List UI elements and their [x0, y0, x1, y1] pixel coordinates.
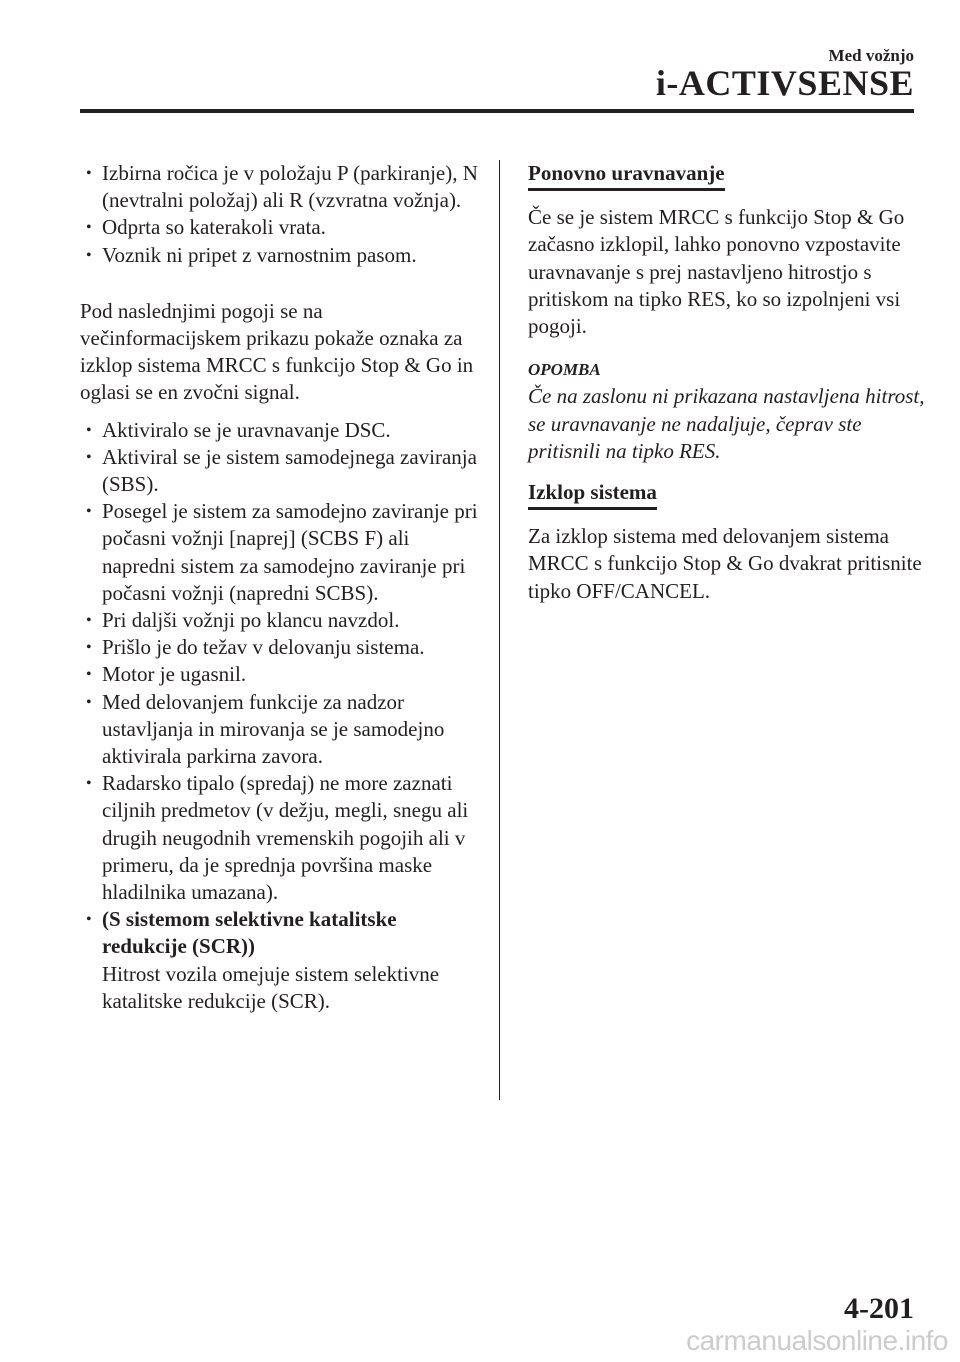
resume-paragraph: Če se je sistem MRCC s funkcijo Stop & Go začasno izklopil, lahko ponovno vzpostavite uravnavanje s prej nastavljeno hitrostjo s pritiskom na tipko RES, ko so izpolnjeni vsi pogoji.	[528, 205, 905, 339]
chapter-title: i-ACTIVSENSE	[655, 63, 914, 103]
watermark: carmanualsonline.info	[686, 1325, 948, 1356]
left-column	[80, 160, 480, 1015]
list-item: • Izbirna ročica je v položaju P (parkiranje), N (nevtralni položaj) ali R (vzvratna vožnja).	[86, 161, 478, 213]
resume-heading: Ponovno uravnavanje	[528, 160, 725, 191]
list-item: • Prišlo je do težav v delovanju sistema.	[86, 635, 425, 660]
list-item: • Voznik ni pripet z varnostnim pasom.	[86, 242, 417, 267]
column-divider	[499, 160, 500, 1100]
list-item: • Posegel je sistem za samodejno zaviranje pri počasni vožnji [naprej] (SCBS F) ali napredni sistem za samodejno zaviranje pri počasni vožnji (napredni SCBS).	[86, 499, 478, 605]
list-item: • Pri daljši vožnji po klancu navzdol.	[86, 608, 400, 633]
intro-paragraph: Pod naslednjimi pogoji se na večinformacijskem prikazu pokaže oznaka za izklop sistema MRCC s funkcijo Stop & Go in oglasi se en zvočni signal.	[80, 298, 474, 405]
list-item: • Aktiviralo se je uravnavanje DSC.	[86, 417, 391, 442]
list-item: • Aktiviral se je sistem samodejnega zaviranja (SBS).	[86, 444, 477, 497]
off-heading: Izklop sistema	[528, 479, 657, 510]
list-item: • Med delovanjem funkcije za nadzor ustavljanja in mirovanja se je samodejno aktivirala parkirna zavora.	[86, 689, 445, 769]
list-item: • Motor je ugasnil.	[86, 662, 247, 687]
note-title: OPOMBA	[528, 360, 601, 380]
off-paragraph: Za izklop sistema med delovanjem sistema MRCC s funkcijo Stop & Go dvakrat pritisnite tipko OFF/CANCEL.	[528, 524, 922, 603]
conditions-list-2	[80, 417, 480, 1015]
note-body: Če na zaslonu ni prikazana nastavljena hitrost, se uravnavanje ne nadaljuje, čeprav ste pritisnili na tipko RES.	[528, 384, 925, 463]
section-label: Med vožnjo	[828, 46, 914, 65]
right-column	[528, 160, 928, 605]
list-item: • Radarsko tipalo (spredaj) ne more zaznati ciljnih predmetov (v dežju, megli, snegu ali drugih neugodnih vremenskih pogojih ali v primeru, da je sprednja površina maske hladilnika umazana).	[86, 771, 469, 905]
list-item: • (S sistemom selektivne katalitske redukcije (SCR)) Hitrost vozila omejuje sistem selektivne katalitske redukcije (SCR).	[86, 907, 440, 1013]
list-item: • Odprta so katerakoli vrata.	[86, 215, 326, 240]
page-number: 4-201	[844, 1292, 914, 1325]
conditions-list-1	[80, 160, 480, 269]
header-rule	[80, 109, 914, 113]
scr-heading: (S sistemom selektivne katalitske redukcije (SCR))	[102, 907, 397, 959]
scr-text: Hitrost vozila omejuje sistem selektivne katalitske redukcije (SCR).	[102, 961, 440, 1013]
